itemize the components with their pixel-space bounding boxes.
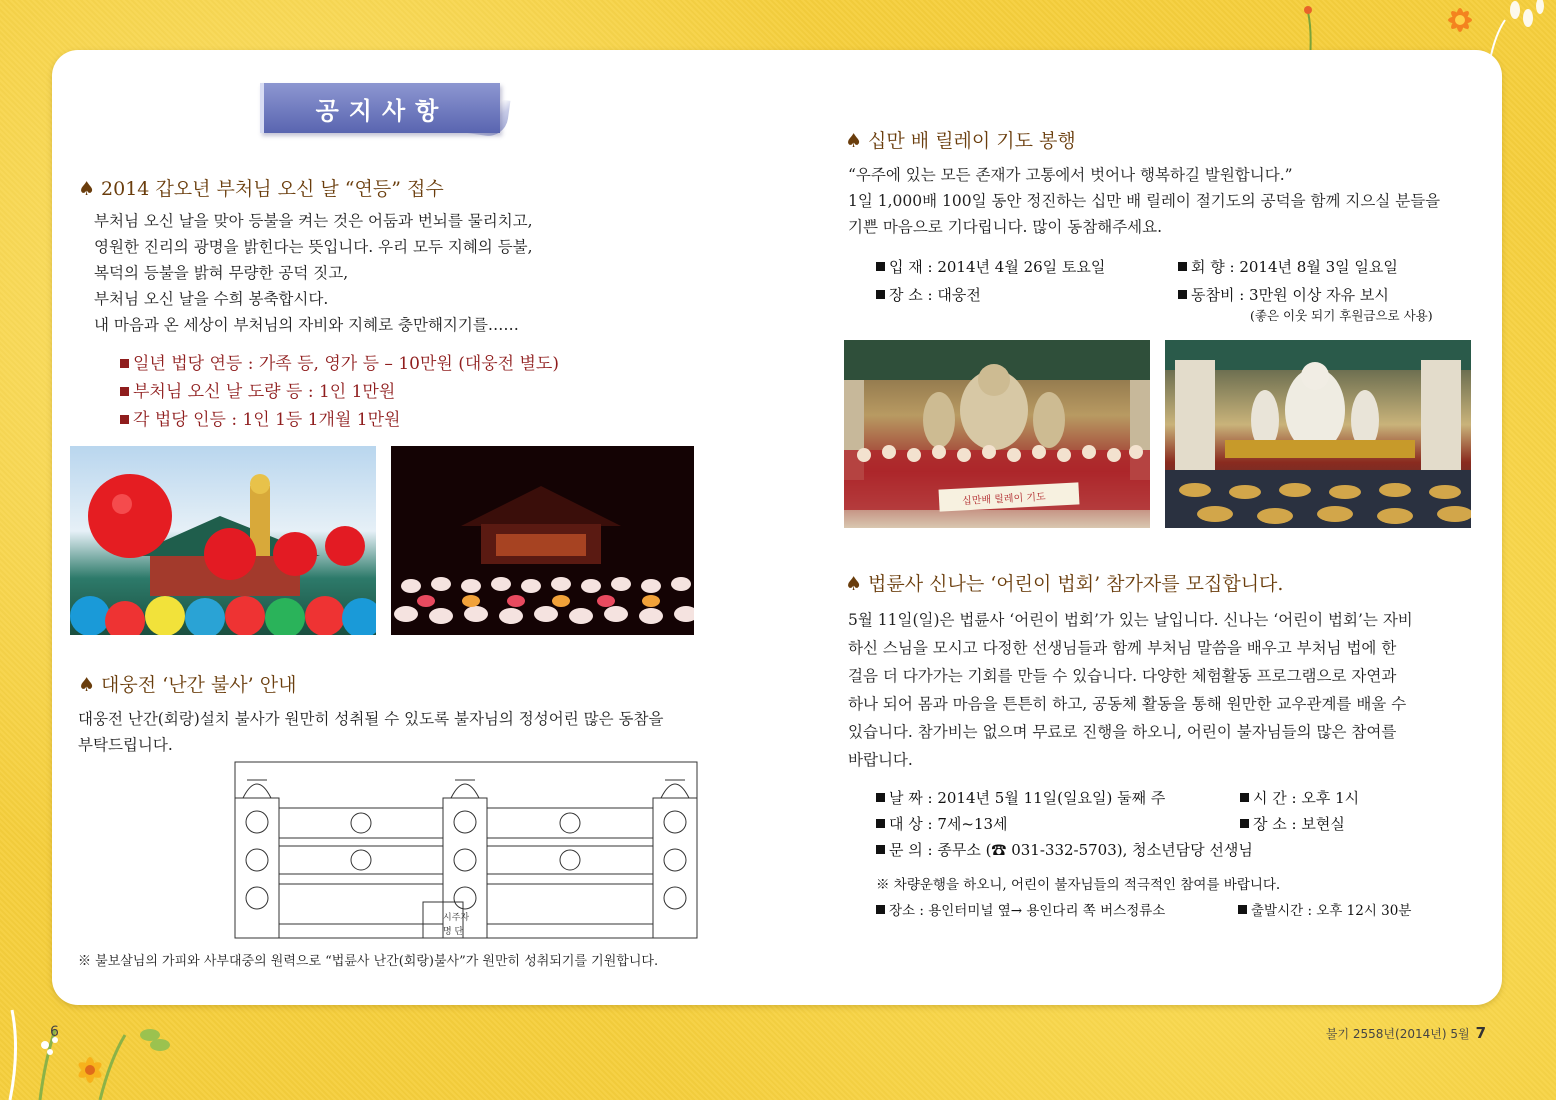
section-children-title: ♠ 법륜사 신나는 ‘어린이 법회’ 참가자를 모집합니다. xyxy=(845,573,1284,595)
section-prayer-body: “우주에 있는 모든 존재가 고통에서 벗어나 행복하길 발원합니다.” 1일 1,000배 100일 동안 정진하는 십만 배 릴레이 절기도의 공덕을 함께 지으실 분들을 기쁜 마음으로 기다립니다. 많이 동참해주세요. xyxy=(848,166,1441,236)
bullet-icon xyxy=(1240,793,1249,802)
railing-note: ※ 불보살님의 가피와 사부대중의 원력으로 “법륜사 난간(회랑)불사”가 원만히 성취되기를 기원합니다. xyxy=(78,954,659,969)
bullet-icon xyxy=(876,793,885,802)
bullet-icon xyxy=(876,819,885,828)
children-contact-info: 문 의 : 종무소 (☎ 031-332-5703), 청소년담당 선생님 xyxy=(876,837,1253,863)
section-railing-title: ♠ 대웅전 ‘난간 불사’ 안내 xyxy=(78,674,297,696)
bullet-icon xyxy=(120,387,129,396)
bus-place-info: 장소 : 용인터미널 옆→ 용인다리 쪽 버스정류소 xyxy=(876,898,1165,924)
section-railing-body: 대웅전 난간(회랑)설치 불사가 원만히 성취될 수 있도록 불자님의 정성어린 많은 동참을 부탁드립니다. xyxy=(78,710,664,754)
flower-decoration-bottom-icon xyxy=(0,990,220,1100)
children-target-info: 대 상 : 7세~13세 xyxy=(876,811,1008,837)
list-item: 부처님 오신 날 도량 등 : 1인 1만원 xyxy=(120,378,559,406)
donor-label-2: 명 단 xyxy=(443,927,464,937)
issue-footer xyxy=(1326,1024,1486,1042)
spade-icon: ♠ xyxy=(78,178,96,200)
children-date-info: 날 짜 : 2014년 5월 11일(일요일) 둘째 주 xyxy=(876,785,1165,811)
lantern-price-list xyxy=(120,350,559,434)
list-item: 각 법당 인등 : 1인 1등 1개월 1만원 xyxy=(120,406,559,434)
section-prayer-title: ♠ 십만 배 릴레이 기도 봉행 xyxy=(845,130,1076,152)
prayer-start-info: 입 재 : 2014년 4월 26일 토요일 xyxy=(876,254,1105,280)
bullet-icon xyxy=(1240,819,1249,828)
issue-date: 불기 2558년(2014년) 5월 xyxy=(1325,1027,1470,1041)
section-lantern-title: ♠ 2014 갑오년 부처님 오신 날 “연등” 접수 xyxy=(78,178,444,200)
page-title: 공지사항 xyxy=(260,83,500,133)
donor-label-1: 시주자 xyxy=(443,913,470,923)
bullet-icon xyxy=(876,262,885,271)
spade-icon: ♠ xyxy=(845,573,863,595)
prayer-hall-photo xyxy=(1165,340,1471,528)
bullet-icon xyxy=(120,415,129,424)
bus-time-info: 출발시간 : 오후 12시 30분 xyxy=(1238,898,1411,924)
bus-note: ※ 차량운행을 하오니, 어린이 불자님들의 적극적인 참여를 바랍니다. xyxy=(876,877,1281,893)
spade-icon: ♠ xyxy=(845,130,863,152)
bullet-icon xyxy=(876,905,885,914)
prayer-end-info: 회 향 : 2014년 8월 3일 일요일 xyxy=(1178,254,1398,280)
page-number-right: 7 xyxy=(1475,1024,1486,1042)
lantern-temple-photo xyxy=(70,446,376,635)
bullet-icon xyxy=(1178,290,1187,299)
bullet-icon xyxy=(120,359,129,368)
night-lantern-photo xyxy=(391,446,694,635)
bullet-icon xyxy=(1178,262,1187,271)
spade-icon: ♠ xyxy=(78,674,96,696)
prayer-fee-note: (좋은 이웃 되기 후원금으로 사용) xyxy=(1250,308,1433,323)
prayer-place-info: 장 소 : 대웅전 xyxy=(876,282,981,308)
prayer-fee-info: 동참비 : 3만원 이상 자유 보시 xyxy=(1178,282,1389,308)
section-children-body: 5월 11일(일)은 법륜사 ‘어린이 법회’가 있는 날입니다. 신나는 ‘어린이 법회’는 자비 하신 스님을 모시고 다정한 선생님들과 함께 부처님 말씀을 배우고 부처님 법에 한 걸음 더 다가가는 기회를 만들 수 있습니다. 다양한 체험활동 프로그램으로 자연과 하나 되어 몸과 마음을 튼튼히 하고, 공동체 활동을 통해 원만한 교우관계를 배울 수 있습니다. 참가비는 없으며 무료로 진행을 하오니, 어린이 불자님들의 많은 참여를 바랍니다. xyxy=(848,611,1413,769)
bullet-icon xyxy=(876,845,885,854)
prayer-banner-text: 십만배 릴레이 기도 xyxy=(961,491,1046,508)
children-time-info: 시 간 : 오후 1시 xyxy=(1240,785,1359,811)
railing-drawing xyxy=(233,760,699,940)
bullet-icon xyxy=(1238,905,1247,914)
bullet-icon xyxy=(876,290,885,299)
children-place-info: 장 소 : 보현실 xyxy=(1240,811,1345,837)
page-number-left: 6 xyxy=(50,1024,59,1040)
prayer-group-photo xyxy=(844,340,1150,528)
section-lantern-body: 부처님 오신 날을 맞아 등불을 켜는 것은 어둠과 번뇌를 물리치고, 영원한 진리의 광명을 밝힌다는 뜻입니다. 우리 모두 지혜의 등불, 복덕의 등불을 밝혀 무량한 공덕 짓고, 부처님 오신 날을 수희 봉축합시다. 내 마음과 온 세상이 부처님의 자비와 지혜로 충만해지기를…… xyxy=(94,212,533,334)
list-item: 일년 법당 연등 : 가족 등, 영가 등 – 10만원 (대웅전 별도) xyxy=(120,350,559,378)
